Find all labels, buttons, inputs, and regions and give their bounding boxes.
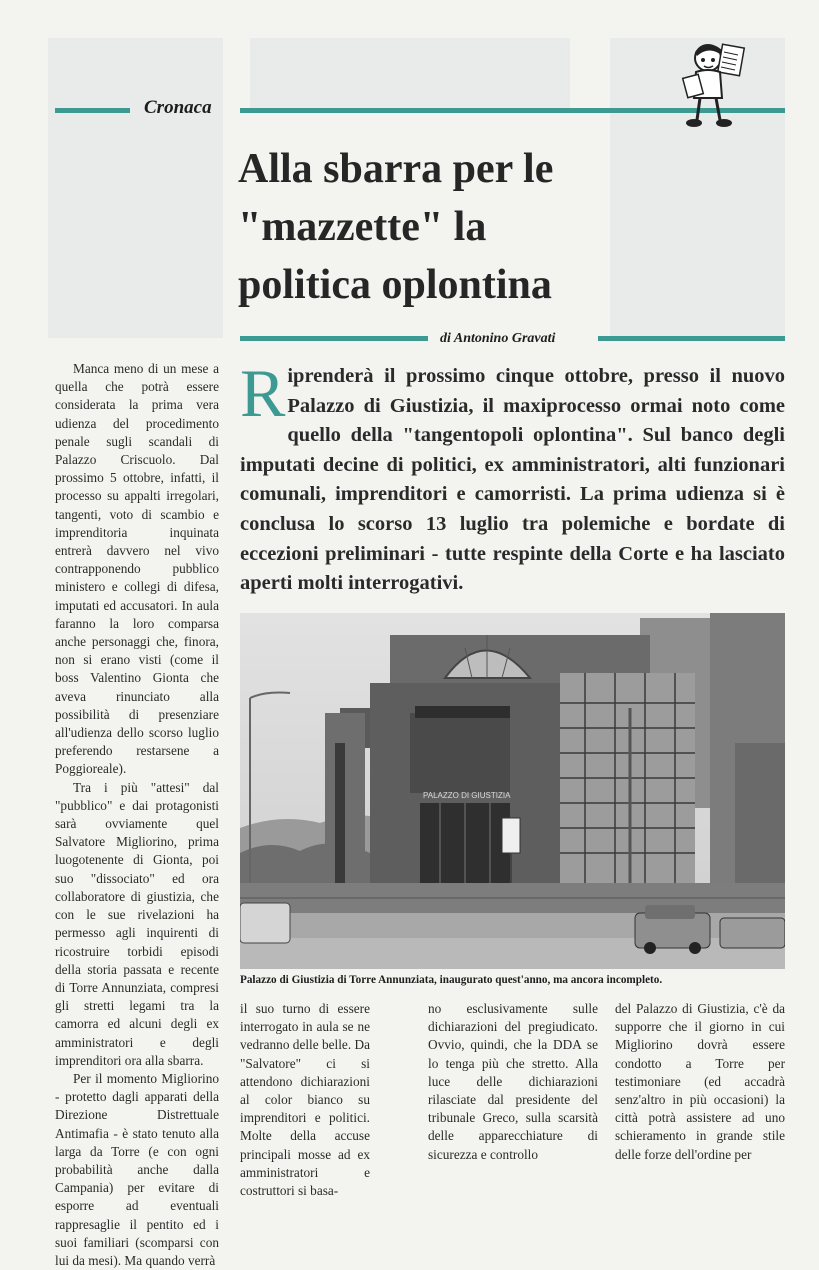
bleed-through-left [48, 38, 223, 338]
byline-rule-right [598, 336, 785, 341]
body-column-1 [55, 360, 219, 1270]
building-sign: PALAZZO DI GIUSTIZIA [423, 791, 511, 800]
byline-rule-left [240, 336, 428, 341]
photo-caption: Palazzo di Giustizia di Torre Annunziata, inaugurato quest'anno, ma ancora incompleto. [240, 974, 663, 986]
col1-paragraph: Per il momento Migliorino - protetto dagli apparati della Direzione Distrettuale Antimafia - è stato tenuto alla larga da Torre (e con ogni probabilità anche dalla Campania) per evitare di esporre ad eventuali rappresaglie il pentito ed i suoi familiari (scomparsi con lui da mesi). Ma quando verrà [55, 1070, 219, 1268]
section-label: Cronaca [144, 97, 212, 118]
col2-paragraph: il suo turno di essere interrogato in aula se ne vedranno delle belle. Da "Salvatore" ci si attendono dichiarazioni al color bianco su imprenditori e politici. Molte della accuse principali mosse ad ex amministratori e costruttori si basa- [240, 1001, 370, 1199]
body-column-3 [428, 1000, 598, 1164]
col1-paragraph: Tra i più "attesi" dal "pubblico" e dai protagonisti sarà ovviamente quel Salvatore Migliorino, prima luogotenente di Gionta, poi suo "dissociato" ed ora collaboratore di giustizia, che con le sue rivelazioni ha permesso agli inquirenti di ricostruire torbidi episodi della storia passata e recente di Torre Annunziata, compresi gli stretti legami tra la camorra ed alcuni degli ex amministratori e degli imprenditori ora alla sbarra. [55, 779, 219, 1068]
courthouse-photo [240, 613, 785, 969]
col4-paragraph: del Palazzo di Giustizia, c'è da supporre che il giorno in cui Migliorino dovrà essere condotto a Torre per testimoniare (ed accadrà senz'altro in più occasioni) la città potrà assistere ad uno schieramento in grande stile delle forze dell'ordine per [615, 1001, 785, 1162]
bleed-through-mid [250, 38, 570, 108]
byline: di Antonino Gravati [440, 331, 556, 346]
mascot-newsboy-icon [680, 38, 750, 130]
drop-cap: R [240, 355, 286, 431]
lead-text: iprenderà il prossimo cinque ottobre, presso il nuovo Palazzo di Giustizia, il maxiprocesso ormai noto come quello della "tangentopoli oplontina". Sul banco degli imputati decine di politici, ex amministratori, alti funzionari comunali, imprenditori e camorristi. La prima udienza si è conclusa lo scorso 13 luglio tra polemiche e bordate di eccezioni preliminari - tutte respinte della Corte e ha lasciato aperti molti interrogativi. [240, 365, 785, 595]
lead-paragraph [240, 355, 785, 599]
section-rule-left [55, 108, 130, 113]
col3-paragraph: no esclusivamente sulle dichiarazioni del pregiudicato. Ovvio, quindi, che la DDA se lo tenga più che stretto. Alla luce delle dichiarazioni rilasciate dal presidente del tribunale Greco, sulla scarsità delle apparecchiature di sicurezza e controllo [428, 1001, 598, 1162]
col1-paragraph: Manca meno di un mese a quella che potrà essere considerata la prima vera udienza del procedimento penale sugli scandali di Palazzo Criscuolo. Dal prossimo 5 ottobre, infatti, il processo su appalti irregolari, tangenti, voto di scambio e imprenditoria inquinata entrerà davvero nel vivo contrapponendo pubblico ministero e collegi di difesa, imputati ed accusatori. In aula faranno la loro comparsa anche personaggi che, finora, non si erano visti (come il boss Valentino Gionta che aveva rinunciato alla possibilità di presenziare all'udienza dello scorso luglio preferendo restarsene a Poggioreale). [55, 361, 219, 777]
headline: Alla sbarra per le "mazzette" la politica oplontina [238, 146, 554, 308]
body-column-2 [240, 1000, 370, 1200]
body-column-4 [615, 1000, 785, 1164]
courthouse-photo-illustration [240, 613, 785, 969]
